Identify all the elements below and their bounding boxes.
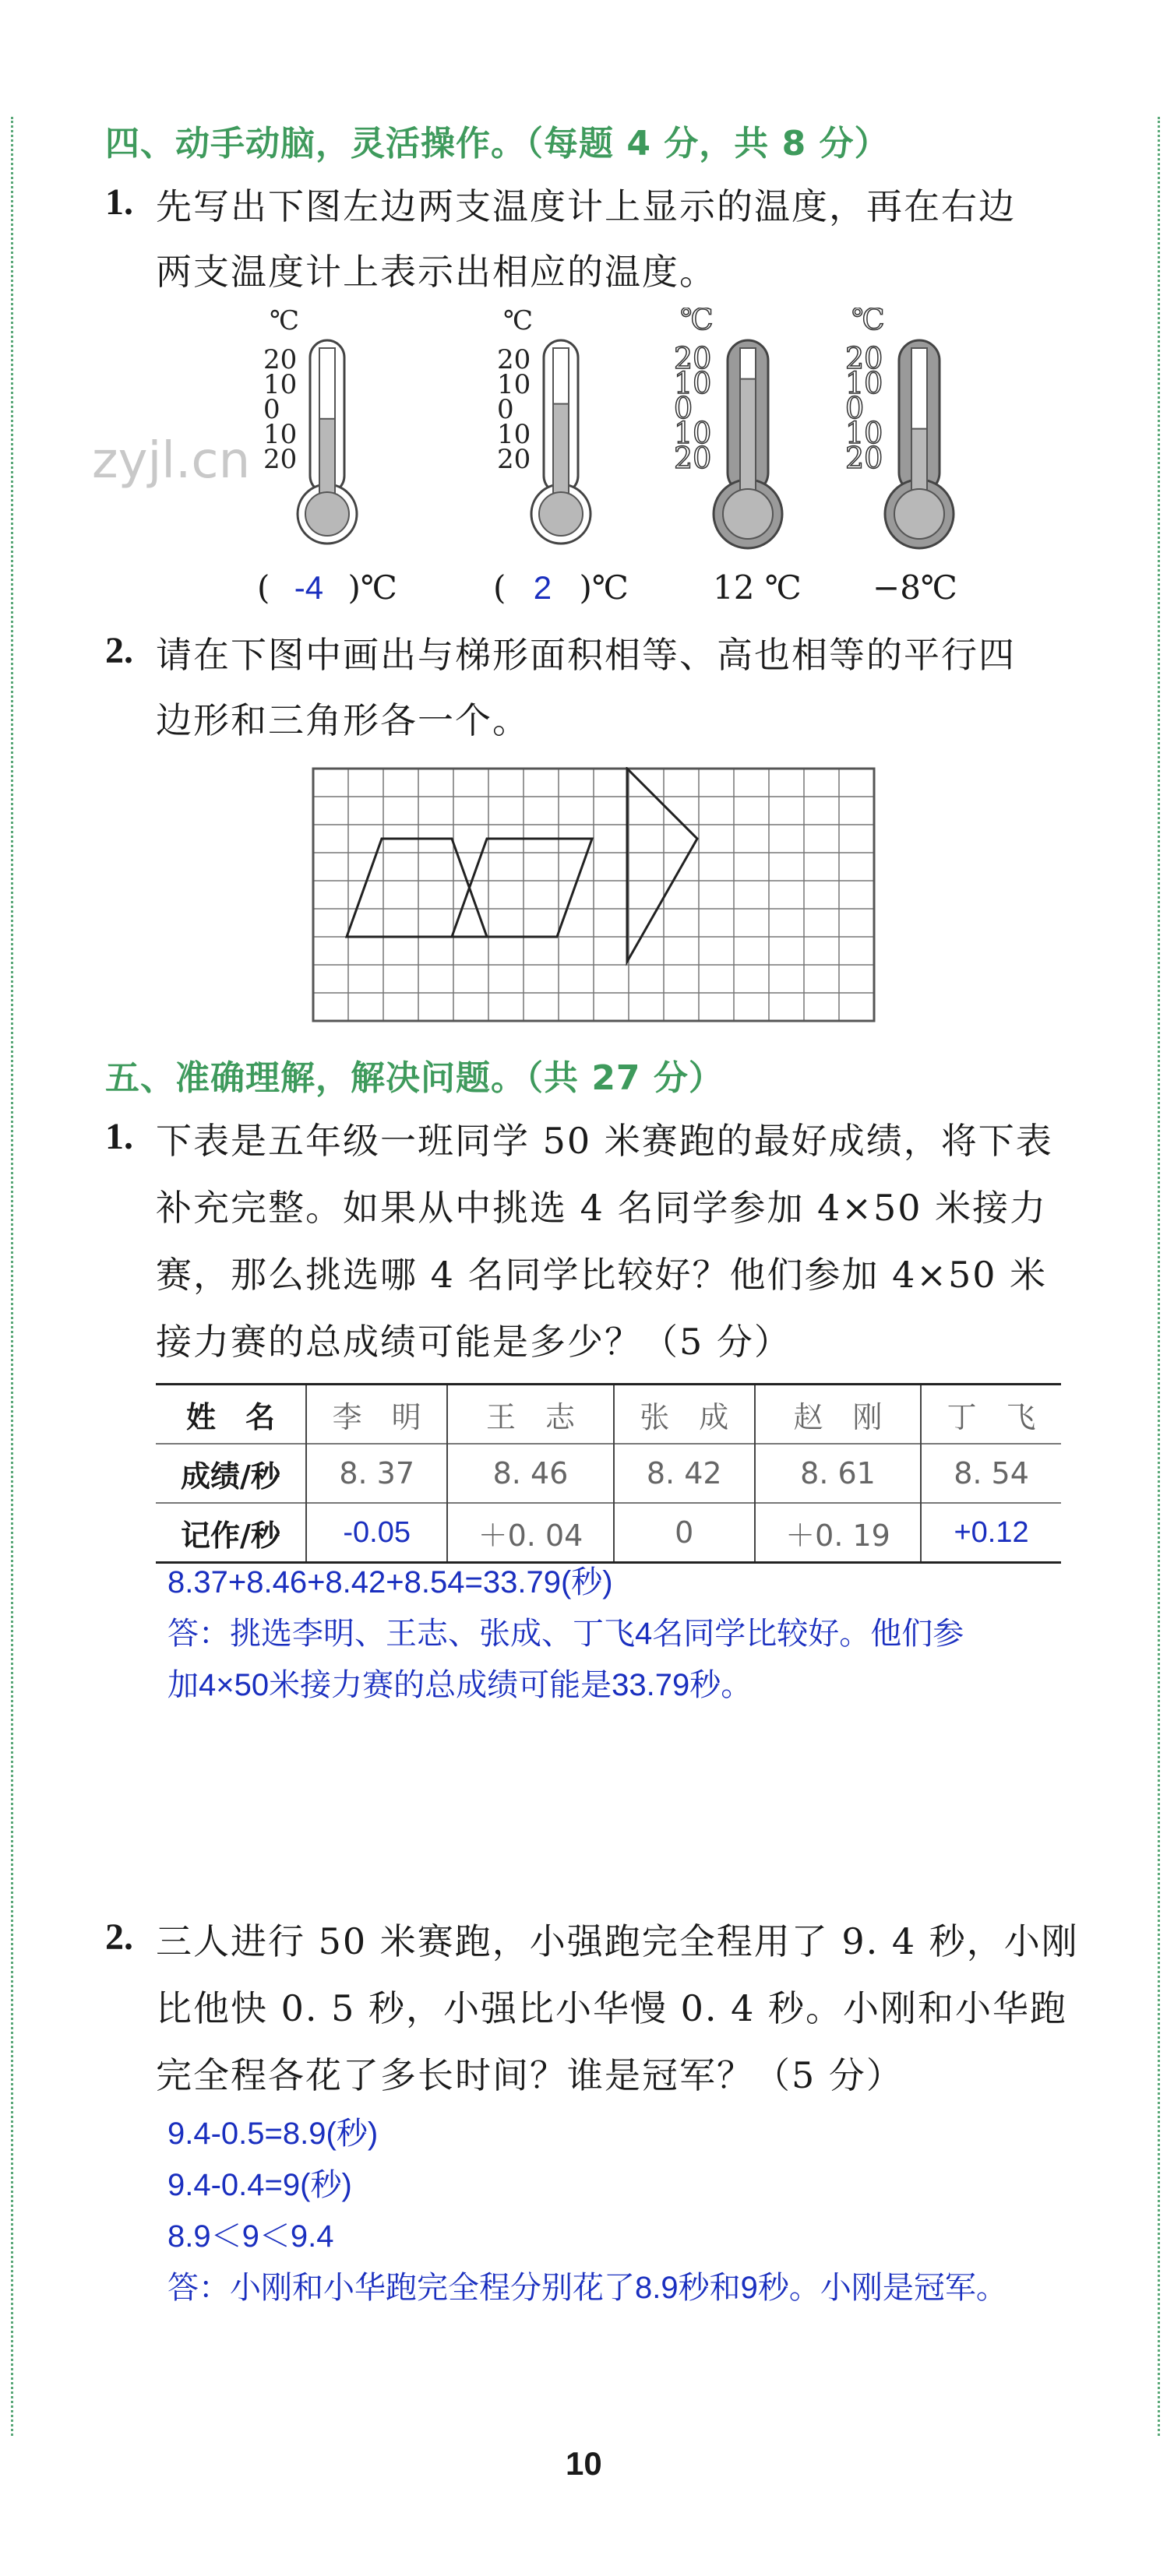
row-header: 记作/秒 xyxy=(181,1518,280,1553)
scale-tick-label: 10 xyxy=(263,419,298,450)
table-cell: 8. 54 xyxy=(921,1444,1061,1503)
scale-tick-label: 20 xyxy=(674,341,712,375)
triangle-answer xyxy=(627,769,697,962)
s5-q1-answer-line2: 加4×50米接力赛的总成绩可能是33.79秒。 xyxy=(167,1668,753,1702)
paren-open: ( xyxy=(493,568,506,607)
s5-q1-line1: 下表是五年级一班同学 50 米赛跑的最好成绩，将下表 xyxy=(156,1120,1053,1162)
thermometer-4-label: −8℃ xyxy=(873,568,957,607)
row-header: 成绩/秒 xyxy=(181,1459,280,1494)
table-row-names xyxy=(156,1385,1061,1445)
thermometer-liquid-bulb xyxy=(723,489,773,539)
table-cell: 8. 42 xyxy=(614,1444,755,1503)
thermometer-1-answer xyxy=(257,568,397,607)
score-table xyxy=(156,1383,1061,1564)
scale-tick-label: 20 xyxy=(845,341,883,375)
scale-tick-label: 20 xyxy=(263,344,298,375)
thermometer-liquid xyxy=(319,419,335,504)
scale-tick-label: 0 xyxy=(845,391,865,425)
s5-q2-line2: 比他快 0. 5 秒，小强比小华慢 0. 4 秒。小刚和小华跑 xyxy=(156,1987,1068,2029)
watermark: zyjl.cn xyxy=(92,432,251,490)
scale-unit-label: ℃ xyxy=(680,308,714,336)
row-header: 姓 名 xyxy=(185,1399,275,1434)
table-cell: 王 志 xyxy=(447,1385,613,1445)
s5-q1-answer-line1: 答：挑选李明、王志、张成、丁飞4名同学比较好。他们参 xyxy=(167,1617,964,1651)
s4-q1-line2: 两支温度计上表示出相应的温度。 xyxy=(156,251,717,293)
s5-q1-line2: 补充完整。如果从中挑选 4 名同学参加 4×50 米接力 xyxy=(156,1187,1048,1229)
s4-q1-number: 1. xyxy=(105,181,133,223)
scale-tick-label: 10 xyxy=(845,416,883,450)
s5-q1-number: 1. xyxy=(105,1116,133,1157)
paren-open: ( xyxy=(257,568,270,607)
table-row-scores xyxy=(156,1444,1061,1503)
s5-q2-answer-line1: 答：小刚和小华跑完全程分别花了8.9秒和9秒。小刚是冠军。 xyxy=(167,2271,1007,2305)
table-cell: 8. 61 xyxy=(755,1444,921,1503)
scale-tick-label: 10 xyxy=(263,369,298,400)
s5-q1-answer-calc: 8.37+8.46+8.42+8.54=33.79(秒) xyxy=(167,1565,613,1599)
s5-q1-line4: 接力赛的总成绩可能是多少？（5 分） xyxy=(156,1321,791,1363)
table-cell: 张 成 xyxy=(614,1385,755,1445)
s4-q2-number: 2. xyxy=(105,630,133,671)
table-cell: 李 明 xyxy=(306,1385,447,1445)
scale-tick-label: 10 xyxy=(674,366,712,400)
thermometer-liquid-bulb xyxy=(894,489,944,539)
scale-tick-label: 0 xyxy=(497,394,514,425)
scale-tick-label: 10 xyxy=(497,369,531,400)
right-margin-line xyxy=(1158,117,1160,2436)
table-cell: 丁 飞 xyxy=(921,1385,1061,1445)
s5-q2-answer-calc3: 8.9＜9＜9.4 xyxy=(167,2219,334,2254)
table-cell: 0 xyxy=(614,1503,755,1563)
scale-tick-label: 20 xyxy=(497,344,531,375)
table-cell: ＋0. 04 xyxy=(447,1503,613,1563)
thermometer-liquid xyxy=(740,379,756,504)
s4-q1-line1: 先写出下图左边两支温度计上显示的温度，再在右边 xyxy=(156,185,1016,227)
parallelogram-answer xyxy=(452,839,592,937)
scale-tick-label: 20 xyxy=(497,444,531,475)
s5-q2-answer-calc1: 9.4-0.5=8.9(秒) xyxy=(167,2117,379,2151)
scale-tick-label: 10 xyxy=(674,416,712,450)
answer-value: -4 xyxy=(294,569,324,606)
section-4-heading: 四、动手动脑，灵活操作。（每题 4 分，共 8 分） xyxy=(105,124,890,164)
answer-value: 2 xyxy=(533,569,552,606)
section-5-heading: 五、准确理解，解决问题。（共 27 分） xyxy=(105,1058,724,1098)
trapezoid xyxy=(347,839,487,937)
scale-unit-label: ℃ xyxy=(503,308,534,336)
scale-unit-label: ℃ xyxy=(851,308,885,336)
s4-q2-line2: 边形和三角形各一个。 xyxy=(156,699,530,741)
table-cell: 8. 37 xyxy=(306,1444,447,1503)
table-cell-answer: -0.05 xyxy=(306,1503,447,1563)
table-cell: ＋0. 19 xyxy=(755,1503,921,1563)
scale-tick-label: 20 xyxy=(263,444,298,475)
scale-unit-label: ℃ xyxy=(270,308,300,336)
page-number: 10 xyxy=(566,2445,602,2482)
table-row-records xyxy=(156,1503,1061,1563)
s5-q2-line3: 完全程各花了多长时间？谁是冠军？（5 分） xyxy=(156,2054,904,2096)
thermometer-liquid-bulb xyxy=(305,492,349,536)
table-cell: 赵 刚 xyxy=(755,1385,921,1445)
scale-tick-label: 0 xyxy=(674,391,693,425)
left-margin-line xyxy=(11,117,13,2436)
thermometer-liquid-bulb xyxy=(539,492,583,536)
s5-q2-number: 2. xyxy=(105,1916,133,1958)
s4-q2-line1: 请在下图中画出与梯形面积相等、高也相等的平行四 xyxy=(156,634,1016,676)
scale-tick-label: 20 xyxy=(674,441,712,475)
scale-tick-label: 10 xyxy=(497,419,531,450)
paren-close-unit: )℃ xyxy=(347,568,397,607)
scale-tick-label: 20 xyxy=(845,441,883,475)
s5-q1-line3: 赛，那么挑选哪 4 名同学比较好？他们参加 4×50 米 xyxy=(156,1254,1048,1296)
thermometer-liquid xyxy=(553,404,569,504)
shape-grid xyxy=(312,767,876,1024)
s5-q2-line1: 三人进行 50 米赛跑，小强跑完全程用了 9. 4 秒，小刚 xyxy=(156,1920,1079,1962)
paren-close-unit: )℃ xyxy=(579,568,629,607)
scale-tick-label: 10 xyxy=(845,366,883,400)
table-cell: 8. 46 xyxy=(447,1444,613,1503)
thermometer-2-answer xyxy=(493,568,629,607)
s5-q2-answer-calc2: 9.4-0.4=9(秒) xyxy=(167,2168,352,2202)
thermometer-3-label: 12 ℃ xyxy=(713,568,802,607)
scale-tick-label: 0 xyxy=(263,394,280,425)
table-cell-answer: +0.12 xyxy=(921,1503,1061,1563)
